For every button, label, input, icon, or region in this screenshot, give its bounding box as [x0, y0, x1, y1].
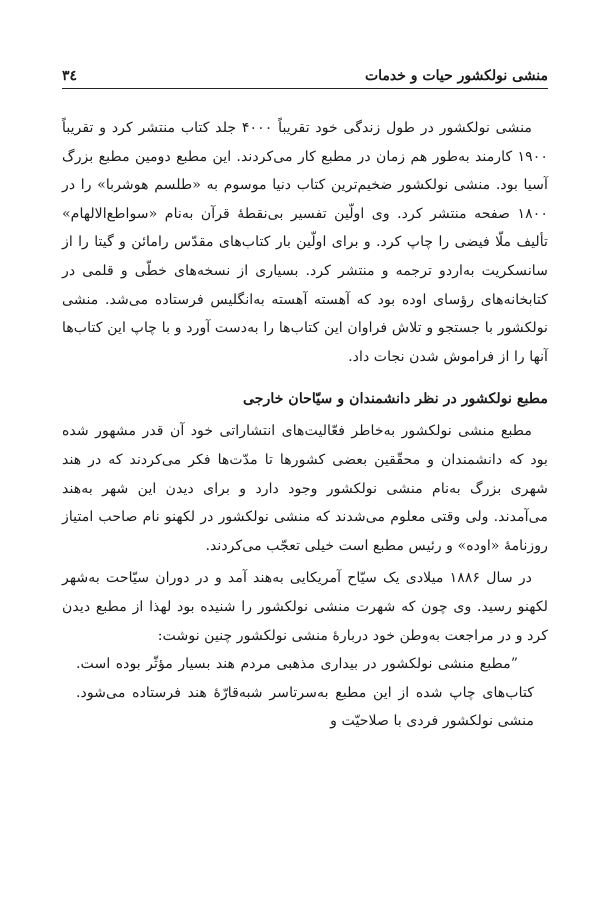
paragraph-2: مطبع منشی نولکشور به‌خاطر فعّالیت‌های انتشاراتی خود آن قدر مشهور شده بود که دانشمندان و محقّقین بعضی کشورها تا مدّت‌ها فکر می‌کردند که در هند شهری بزرگ به‌نام منشی نولکشور وجود دارد و برای دیدن این شهر به‌هند می‌آمدند. ولی وقتی معلوم می‌شدند که منشی نولکشور در لکهنو نام صاحب امتیاز روزنامهٔ «اوده» و رئیس مطبع است خیلی تعجّب می‌کردند. [62, 423, 548, 554]
quotation: ”مطبع منشی نولکشور در بیداری مذهبی مردم هند بسیار مؤثّر بوده است. کتاب‌های چاپ شده از این مطبع به‌سرتاسر شبه‌قارّهٔ هند فرستاده می‌شود. منشی نولکشور فردی با صلاحیّت و [76, 656, 534, 730]
section-heading: مطبع نولکشور در نظر دانشمندان و سیّاحان خارجی [242, 391, 548, 408]
paragraph-3: در سال ۱۸۸۶ میلادی یک سیّاح آمریکایی به‌هند آمد و در دوران سیّاحت به‌شهر لکهنو رسید. وی چون که شهرت منشی نولکشور را شنیده بود لهذا از مطبع دیدن کرد و در مراجعت به‌وطن خود دربارهٔ منشی نولکشور چنین نوشت: [62, 570, 548, 644]
page-number: ۳٤ [62, 68, 78, 84]
paragraph-1: منشی نولکشور در طول زندگی خود تقریباً ۴۰۰۰ جلد کتاب منتشر کرد و تقریباً ۱۹۰۰ کارمند به‌طور هم زمان در مطبع کار می‌کردند. این مطبع دومین مطبع بزرگ آسیا بود. منشی نولکشور ضخیم‌ترین کتاب دنیا موسوم به «طلسم هوشربا» را در ۱۸۰۰ صفحه منتشر کرد. وی اولّین تفسیر بی‌نقطهٔ قرآن به‌نام «سواطع‌الالهام» تألیف ملّا فیضی را چاپ کرد. و برای اولّین بار کتاب‌های مقدّس رامائن و گیتا را از سانسکریت به‌اردو ترجمه و منتشر کرد. بسیاری از نسخه‌های خطّی و قلمی در کتابخانه‌های رؤسای اوده بود که آهسته آهسته به‌انگلیس فرستاده می‌شد. منشی نولکشور با جستجو و تلاش فراوان این کتاب‌ها را به‌دست آورد و با چاپ این کتاب‌ها آنها را از فراموش شدن نجات داد. [62, 120, 548, 365]
body-text [62, 114, 548, 736]
running-header [62, 62, 548, 89]
header-title: منشی نولکشور حیات و خدمات [364, 68, 548, 84]
